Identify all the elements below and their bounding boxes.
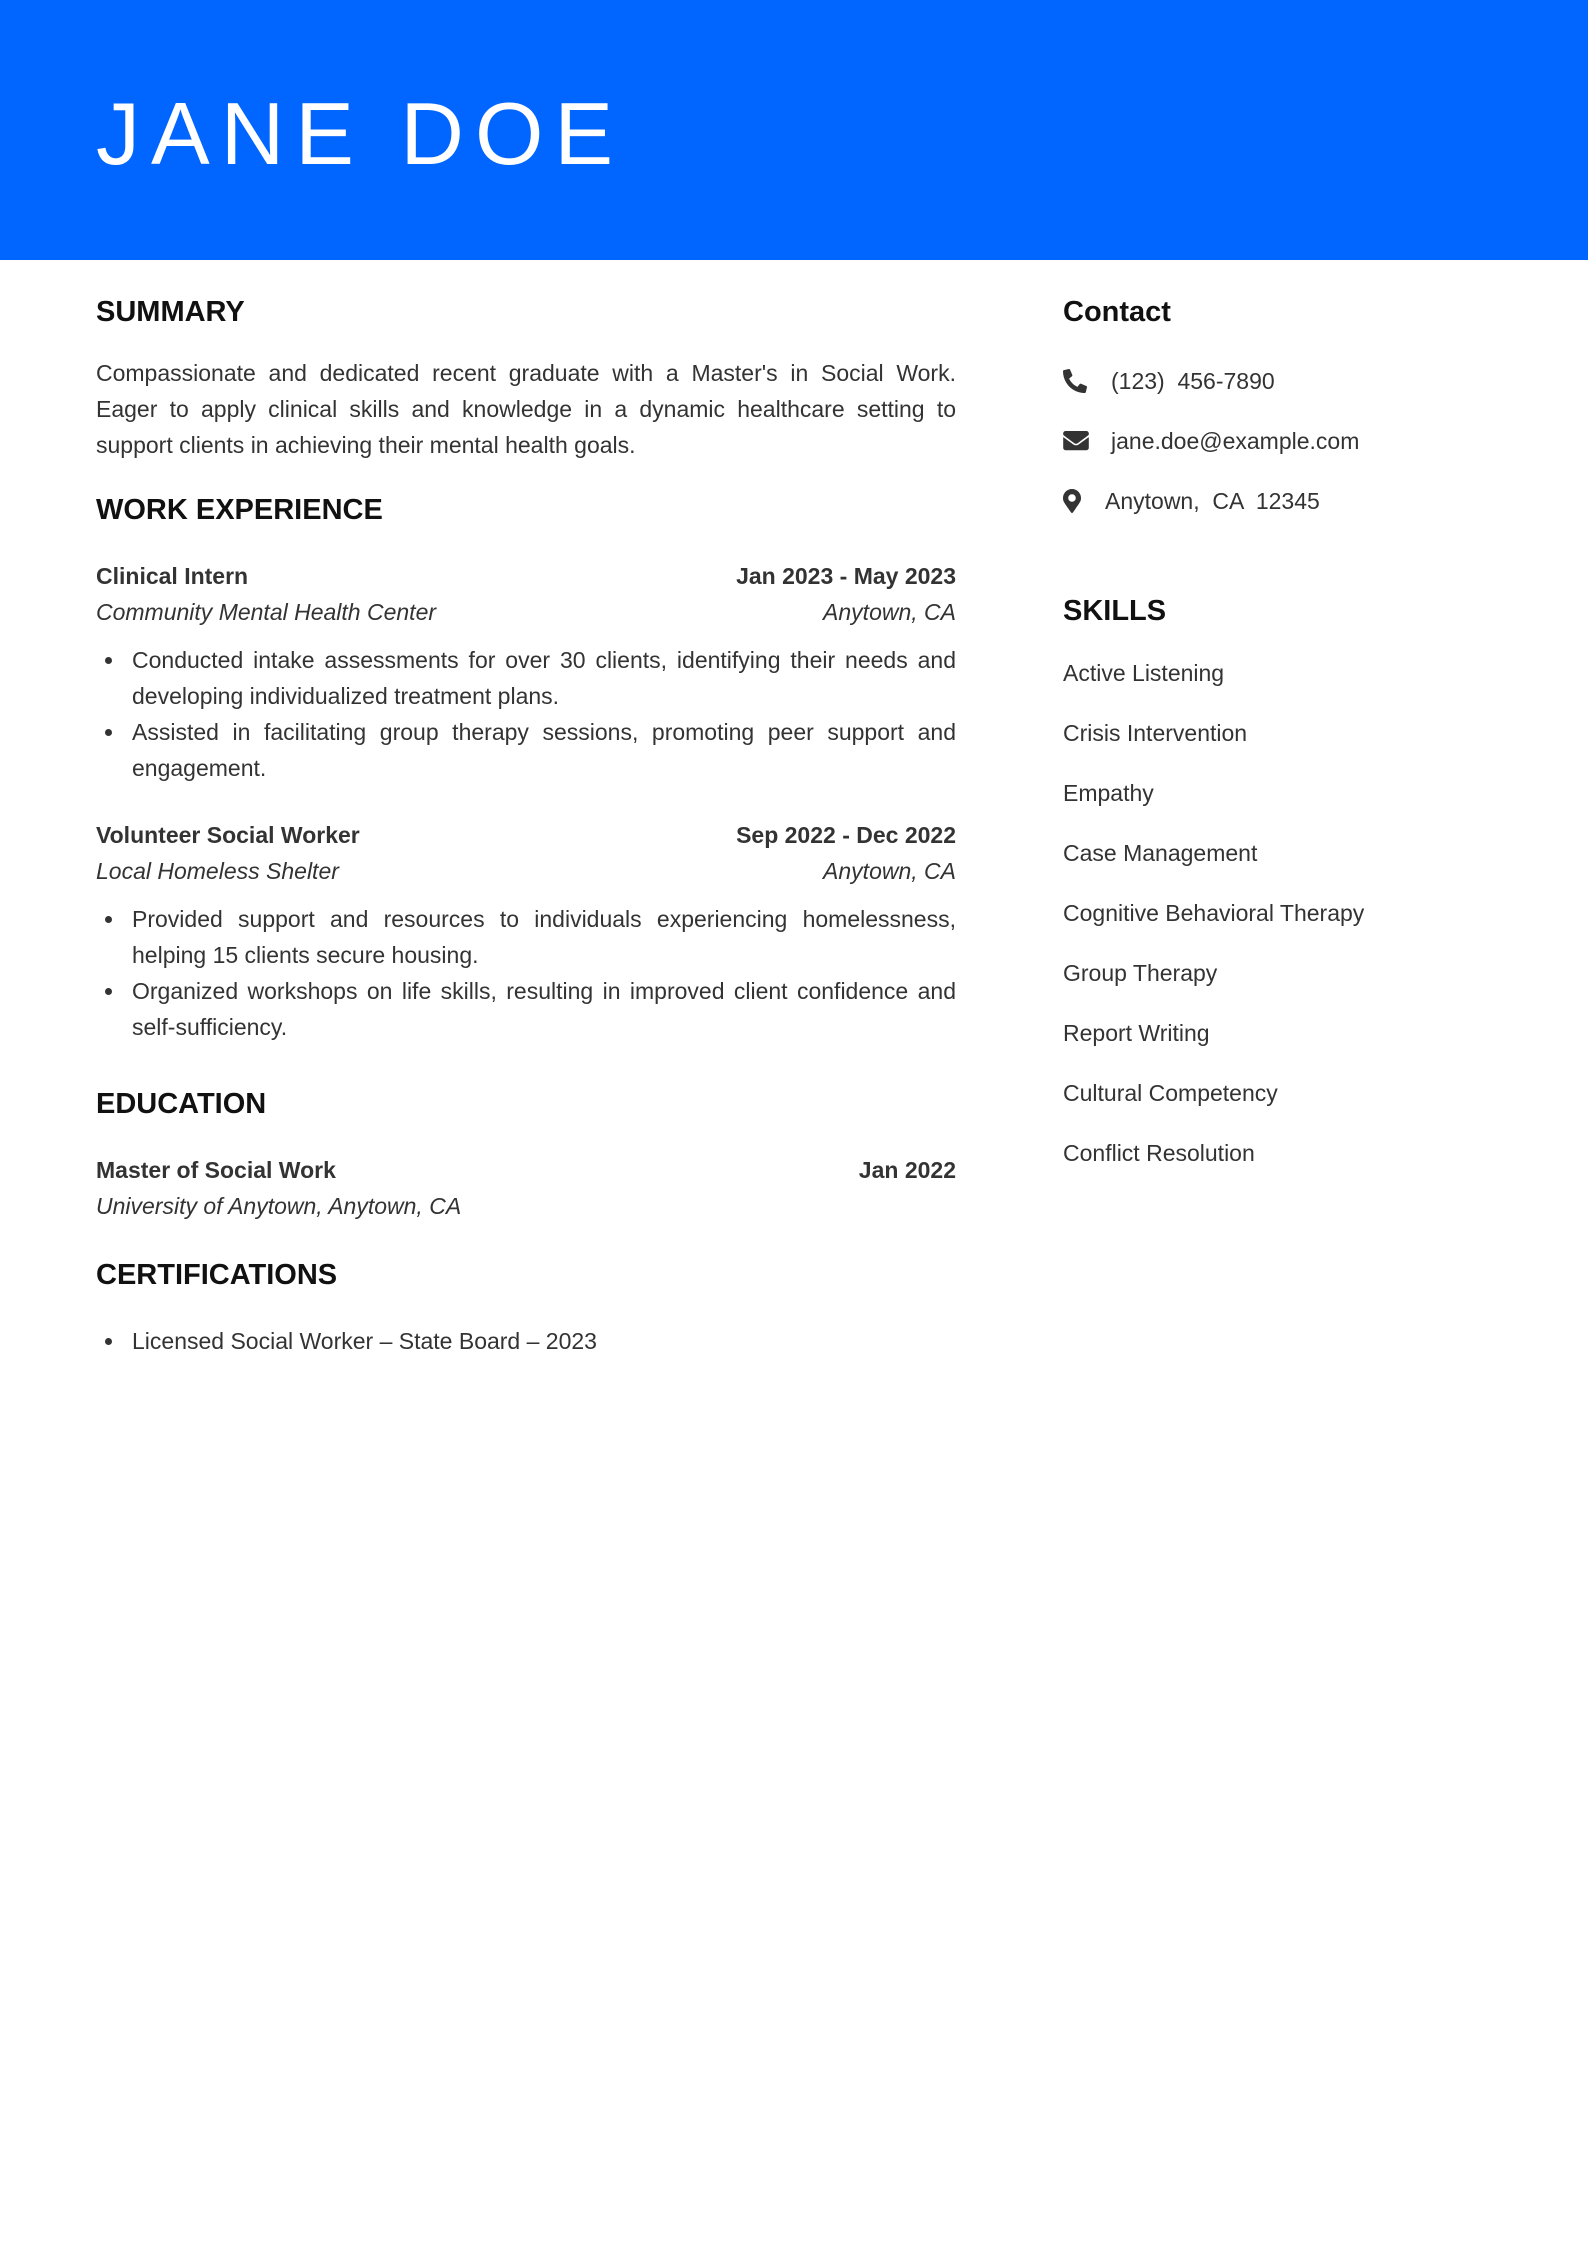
contact-heading: Contact — [1063, 296, 1171, 328]
job-location: Anytown, CA — [823, 599, 956, 625]
education-entry — [96, 1152, 956, 1224]
job-title: Clinical Intern — [96, 563, 249, 589]
job-entry — [96, 558, 956, 786]
skill-item: Cognitive Behavioral Therapy — [1063, 900, 1365, 926]
skill-item: Crisis Intervention — [1063, 720, 1248, 746]
contact-address — [1063, 483, 1493, 519]
skills-heading: SKILLS — [1063, 595, 1167, 627]
job-bullet: Provided support and resources to individuals experiencing homelessness, helping 15 clients secure housing. — [96, 901, 956, 973]
summary-text: Compassionate and dedicated recent graduate with a Master's in Social Work. Eager to apply clinical skills and knowledge in a dynamic healthcare setting to support clients in achieving their mental health goals. — [96, 360, 956, 458]
skills-list — [1063, 655, 1493, 1171]
job-organization: Community Mental Health Center — [96, 599, 437, 625]
phone-icon — [1063, 368, 1093, 394]
skill-item: Case Management — [1063, 840, 1258, 866]
candidate-name: JANE DOE — [96, 84, 625, 183]
skill-item: Empathy — [1063, 780, 1154, 806]
job-bullets — [96, 901, 956, 1045]
job-dates: Jan 2023 - May 2023 — [736, 563, 956, 589]
header-banner — [0, 0, 1588, 260]
map-pin-icon — [1063, 488, 1085, 514]
job-title: Volunteer Social Worker — [96, 822, 360, 848]
summary-heading: SUMMARY — [96, 296, 245, 328]
certifications-list — [96, 1323, 956, 1359]
skill-item: Report Writing — [1063, 1020, 1210, 1046]
graduation-date: Jan 2022 — [858, 1157, 956, 1183]
main-column — [96, 292, 956, 1359]
skill-item: Active Listening — [1063, 660, 1225, 686]
job-bullet: Conducted intake assessments for over 30 clients, identifying their needs and developing individualized treatment plans. — [96, 642, 956, 714]
contact-email — [1063, 423, 1493, 459]
skill-item: Conflict Resolution — [1063, 1140, 1255, 1166]
job-bullet: Organized workshops on life skills, resulting in improved client confidence and self-sufficiency. — [96, 973, 956, 1045]
skill-item: Group Therapy — [1063, 960, 1218, 986]
work-experience-heading: WORK EXPERIENCE — [96, 494, 383, 526]
skill-item: Cultural Competency — [1063, 1080, 1278, 1106]
education-heading: EDUCATION — [96, 1088, 267, 1120]
certification-item: Licensed Social Worker – State Board – 2023 — [96, 1323, 956, 1359]
email-address: jane.doe@example.com — [1111, 428, 1360, 454]
phone-number: (123) 456-7890 — [1111, 368, 1275, 394]
certifications-heading: CERTIFICATIONS — [96, 1259, 338, 1291]
envelope-icon — [1063, 428, 1093, 454]
job-bullets — [96, 642, 956, 786]
school: University of Anytown, Anytown, CA — [96, 1193, 462, 1219]
job-bullet: Assisted in facilitating group therapy sessions, promoting peer support and engagement. — [96, 714, 956, 786]
degree: Master of Social Work — [96, 1157, 336, 1183]
sidebar — [1063, 292, 1493, 1171]
contact-phone — [1063, 363, 1493, 399]
job-organization: Local Homeless Shelter — [96, 858, 339, 884]
job-dates: Sep 2022 - Dec 2022 — [736, 822, 956, 848]
address: Anytown, CA 12345 — [1105, 488, 1320, 514]
job-location: Anytown, CA — [823, 858, 956, 884]
job-entry — [96, 817, 956, 1045]
